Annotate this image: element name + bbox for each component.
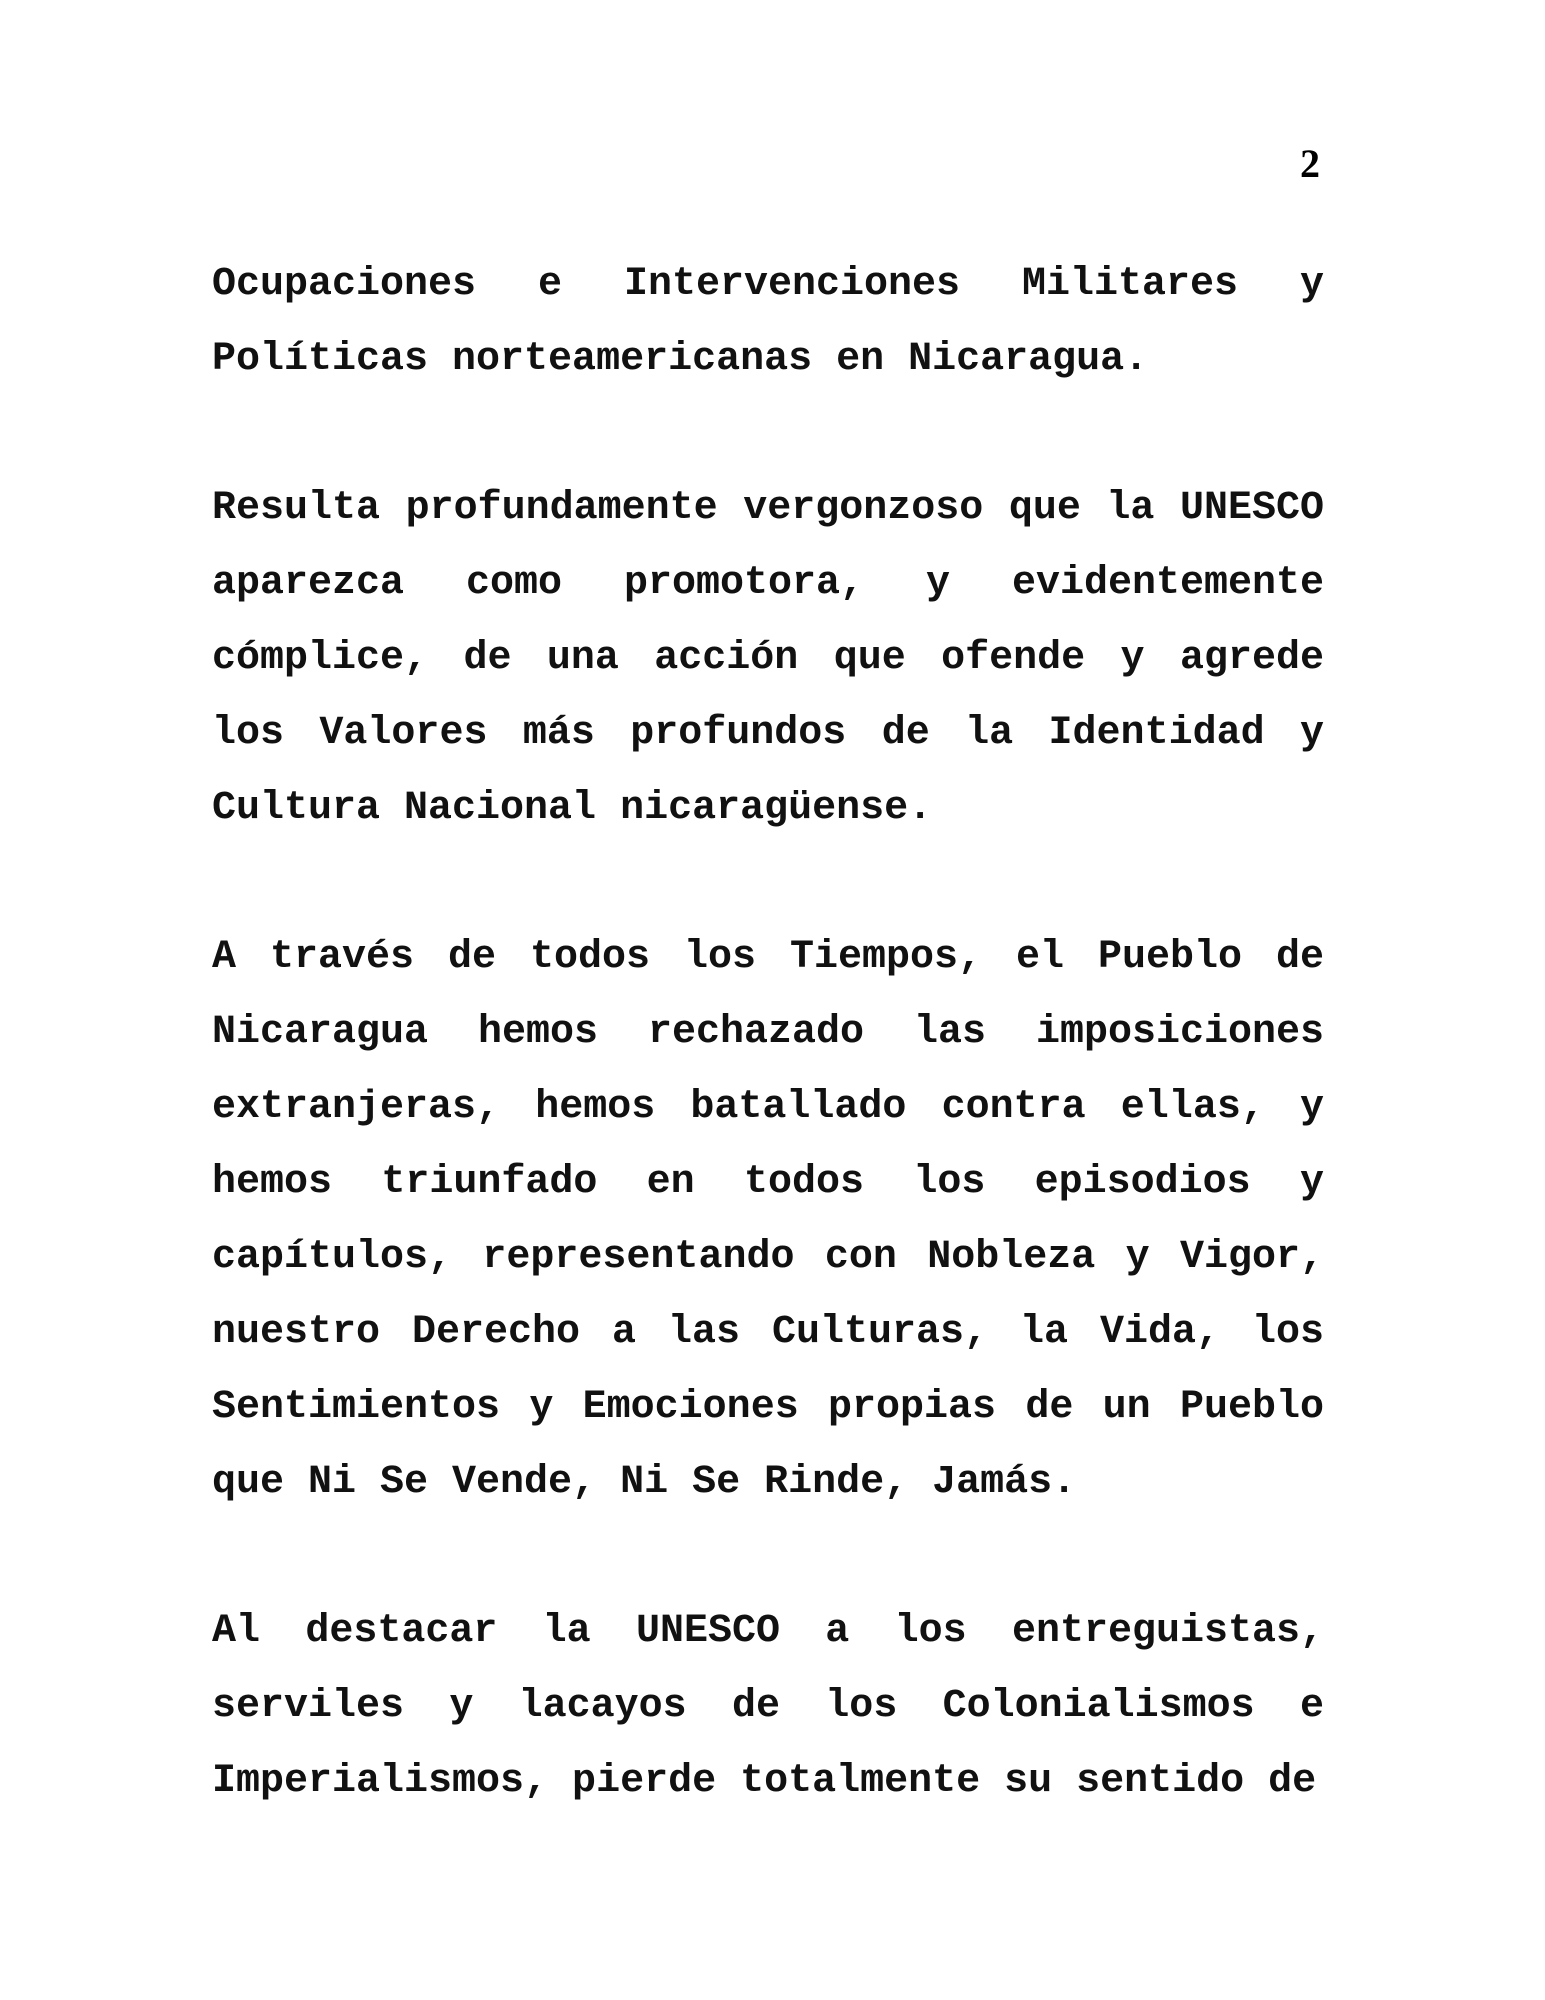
page-number: 2 (1300, 141, 1320, 186)
paragraph-1: Ocupaciones e Intervenciones Militares y Políticas norteamericanas en Nicaragua. (212, 262, 1324, 382)
paragraph-3: A través de todos los Tiempos, el Pueblo de Nicaragua hemos rechazado las imposiciones extranjeras, hemos batallado contra ellas, y hemos triunfado en todos los episodios y capítulos, representando con Nobleza y Vigor, nuestro Derecho a las Culturas, la Vida, los Sentimientos y Emociones propias de un Pueblo que Ni Se Vende, Ni Se Rinde, Jamás. (212, 935, 1324, 1505)
paragraph-4: Al destacar la UNESCO a los entreguistas, serviles y lacayos de los Colonialismos e Imperialismos, pierde totalmente su sentido de (212, 1609, 1324, 1804)
paragraph-2: Resulta profundamente vergonzoso que la UNESCO aparezca como promotora, y evidentemente cómplice, de una acción que ofende y agrede los Valores más profundos de la Identidad y Cultura Nacional nicaragüense. (212, 486, 1324, 831)
body-text (212, 247, 1324, 1893)
